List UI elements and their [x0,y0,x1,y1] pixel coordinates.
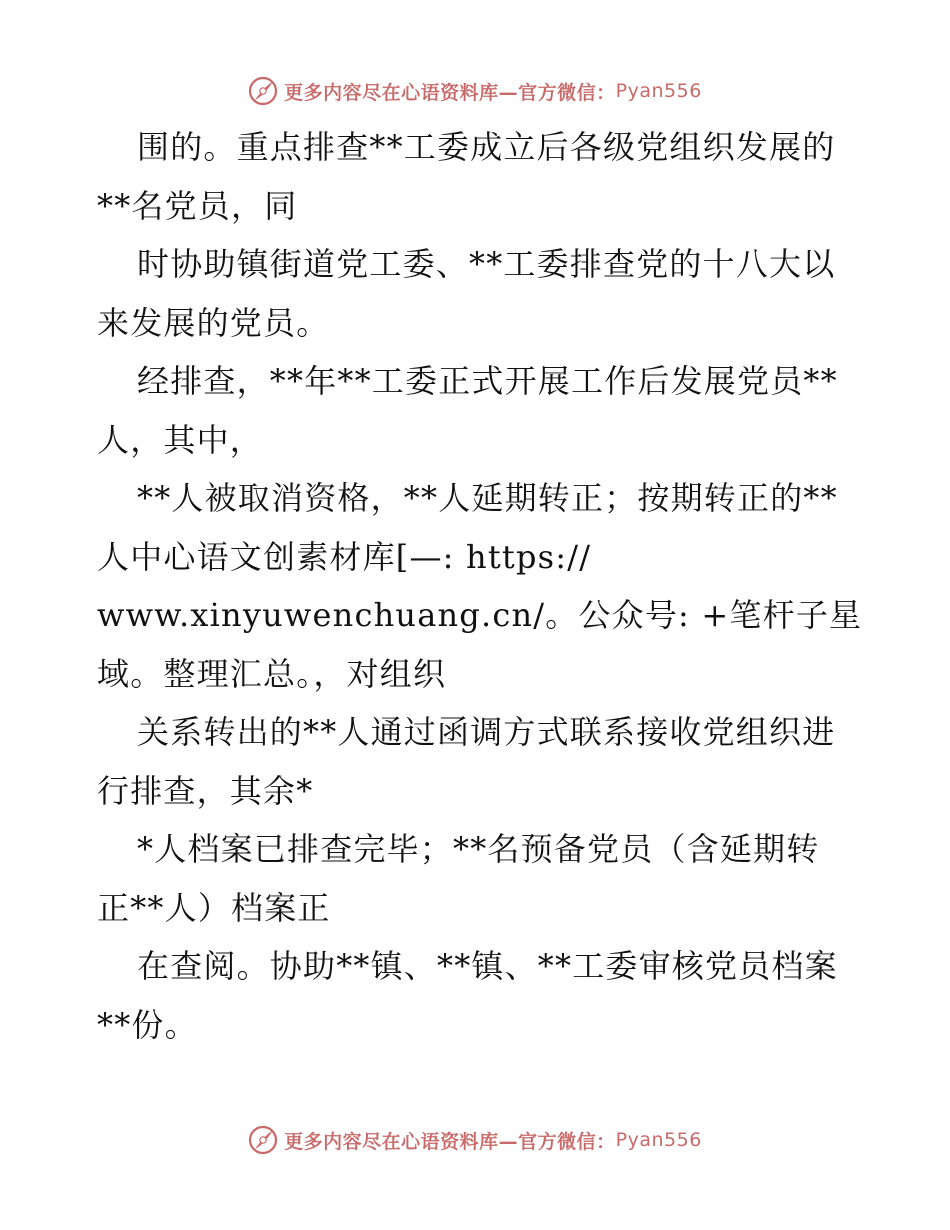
text-line: 域。整理汇总。，对组织 [97,654,447,693]
text-line: www.xinyuwenchuang.cn/。公众号: +笔杆子星 [97,596,863,634]
feather-pen-logo-icon [248,1125,278,1155]
text-line: 关系转出的**人通过函调方式联系接收党组织进 [137,713,836,751]
text-line: **人被取消资格，**人延期转正；按期转正的** [137,479,838,517]
watermark-wechat-id: Pyan556 [615,80,702,102]
watermark-text: 更多内容尽在心语资料库—官方微信： [284,1130,616,1153]
footer-watermark [0,1120,950,1160]
header-watermark [0,71,950,111]
text-line: 来发展的党员。 [97,303,330,342]
watermark-wechat-id: Pyan556 [615,1129,702,1151]
text-line: 行排查，其余* [97,771,314,810]
text-line: 围的。重点排查**工委成立后各级党组织发展的 [137,128,836,166]
feather-pen-logo-icon [248,76,278,106]
text-line: **名党员，同 [97,186,298,225]
document-body [97,118,863,1054]
text-line: 经排查，**年**工委正式开展工作后发展党员** [137,362,838,400]
text-line: *人档案已排查完毕；**名预备党员（含延期转 [137,830,820,868]
text-line: 正**人）档案正 [97,888,331,927]
text-line: 在查阅。协助**镇、**镇、**工委审核党员档案 [137,947,838,985]
text-line: 人中心语文创素材库[—: https:// [97,537,592,576]
text-line: 时协助镇街道党工委、**工委排查党的十八大以 [137,245,836,283]
text-line: **份。 [97,1005,198,1044]
watermark-text: 更多内容尽在心语资料库—官方微信： [284,81,616,104]
text-line: 人，其中， [97,420,264,459]
